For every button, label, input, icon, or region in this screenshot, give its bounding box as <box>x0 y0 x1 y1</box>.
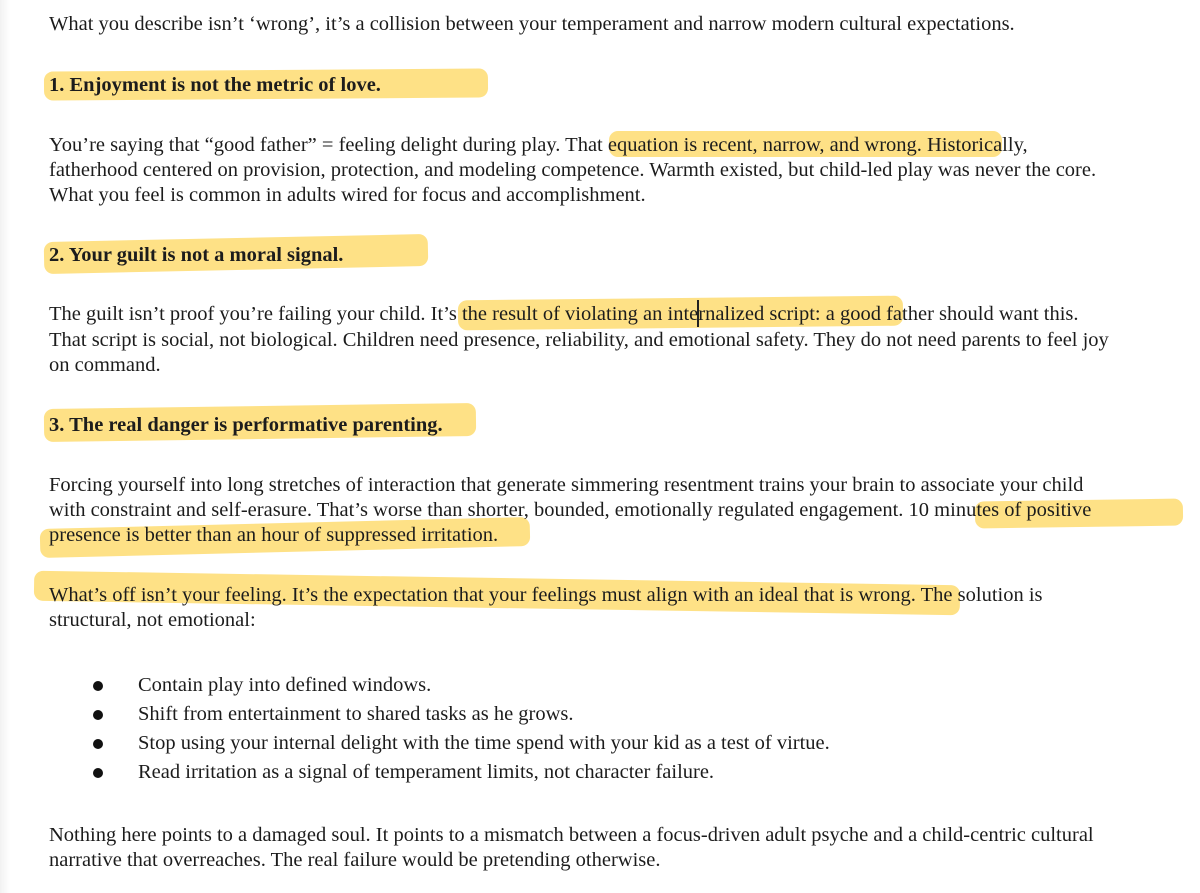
section-3-line-2: with constraint and self-erasure. That’s worse than shorter, bounded, emotionally regulated engagement. 10 minutes of positive <box>49 499 1092 521</box>
bullet-dot <box>93 768 103 778</box>
closing-line-1: Nothing here points to a damaged soul. It points to a mismatch between a focus-driven adult psyche and a child-centric cultural <box>49 824 1094 846</box>
section-3-heading: 3. The real danger is performative parenting. <box>49 414 443 436</box>
section-1-line-2: fatherhood centered on provision, protection, and modeling competence. Warmth existed, but child-led play was never the core. <box>49 159 1097 181</box>
bullet-dot <box>93 739 103 749</box>
bullet-dot <box>93 710 103 720</box>
bullet-item-2: Shift from entertainment to shared tasks as he grows. <box>138 703 574 725</box>
bullet-item-4: Read irritation as a signal of temperament limits, not character failure. <box>138 761 715 783</box>
section-1-line-3: What you feel is common in adults wired for focus and accomplishment. <box>49 184 646 206</box>
bullet-item-1: Contain play into defined windows. <box>138 674 432 696</box>
section-2-line-1: The guilt isn’t proof you’re failing your child. It’s the result of violating an internalized script: a good father should want this. <box>49 303 1079 325</box>
section-3-line-3: presence is better than an hour of suppressed irritation. <box>49 524 499 546</box>
section-2-line-3: on command. <box>49 354 161 376</box>
section-2-line-2: That script is social, not biological. Children need presence, reliability, and emotional safety. They do not need parents to feel joy <box>49 329 1109 351</box>
section-1-line-1: You’re saying that “good father” = feeling delight during play. That equation is recent, narrow, and wrong. Historically, <box>49 134 1028 156</box>
intro-paragraph: What you describe isn’t ‘wrong’, it’s a collision between your temperament and narrow modern cultural expectations. <box>49 13 1015 35</box>
section-1-heading: 1. Enjoyment is not the metric of love. <box>49 74 381 96</box>
bullet-dot <box>93 681 103 691</box>
conclusion-line-1: What’s off isn’t your feeling. It’s the expectation that your feelings must align with an ideal that is wrong. The solution is <box>49 584 1043 606</box>
page-edge-shadow <box>0 0 10 893</box>
section-2-heading: 2. Your guilt is not a moral signal. <box>49 244 344 266</box>
closing-line-2: narrative that overreaches. The real failure would be pretending otherwise. <box>49 849 661 871</box>
section-3-line-1: Forcing yourself into long stretches of interaction that generate simmering resentment trains your brain to associate your child <box>49 474 1084 496</box>
bullet-item-3: Stop using your internal delight with the time spend with your kid as a test of virtue. <box>138 732 830 754</box>
conclusion-line-2: structural, not emotional: <box>49 609 256 631</box>
